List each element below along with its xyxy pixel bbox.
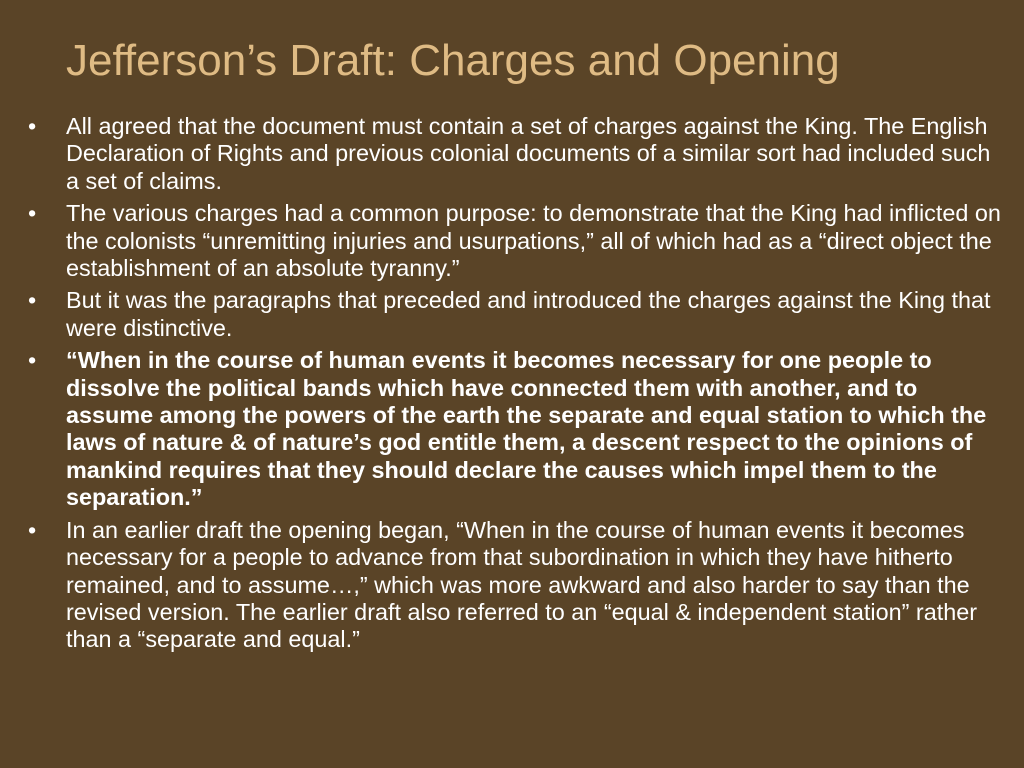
slide-title: Jefferson’s Draft: Charges and Opening (66, 36, 840, 85)
bullet-item-3 (28, 287, 1008, 342)
bullet-item-2 (28, 200, 1008, 282)
bullet-text: In an earlier draft the opening began, “When in the course of human events it becomes necessary for a people to advance from that subordination in which they have hitherto remained, and to assume…,” which was more awkward and also harder to say than the revised version. The earlier draft also referred to an “equal & independent station” rather than a “separate and equal.” (66, 516, 978, 653)
bullet-marker: • (28, 347, 37, 374)
bullet-quote-text: “When in the course of human events it becomes necessary for one people to dissolve the political bands which have connected them with another, and to assume among the powers of the earth the separate and equal station to which the laws of nature & of nature’s god entitle them, a descent respect to the opinions of mankind requires that they should declare the causes which impel them to the separation.” (66, 347, 987, 511)
bullet-marker: • (28, 113, 37, 139)
bullet-item-1 (28, 113, 1008, 195)
bullet-marker: • (28, 516, 37, 543)
bullet-text: The various charges had a common purpose: to demonstrate that the King had inflicted on the colonists “unremitting injuries and usurpations,” all of which had as a “direct object the establishment of an absolute tyranny.” (66, 200, 1001, 282)
bullet-list (28, 113, 1008, 659)
bullet-marker: • (28, 287, 37, 314)
bullet-item-5 (28, 517, 1008, 654)
bullet-text: All agreed that the document must contain a set of charges against the King. The English Declaration of Rights and previous colonial documents of a similar sort had included such a set of claims. (66, 113, 991, 194)
bullet-text: But it was the paragraphs that preceded and introduced the charges against the King that were distinctive. (66, 287, 991, 341)
bullet-item-4 (28, 347, 1008, 511)
bullet-marker: • (28, 200, 37, 227)
